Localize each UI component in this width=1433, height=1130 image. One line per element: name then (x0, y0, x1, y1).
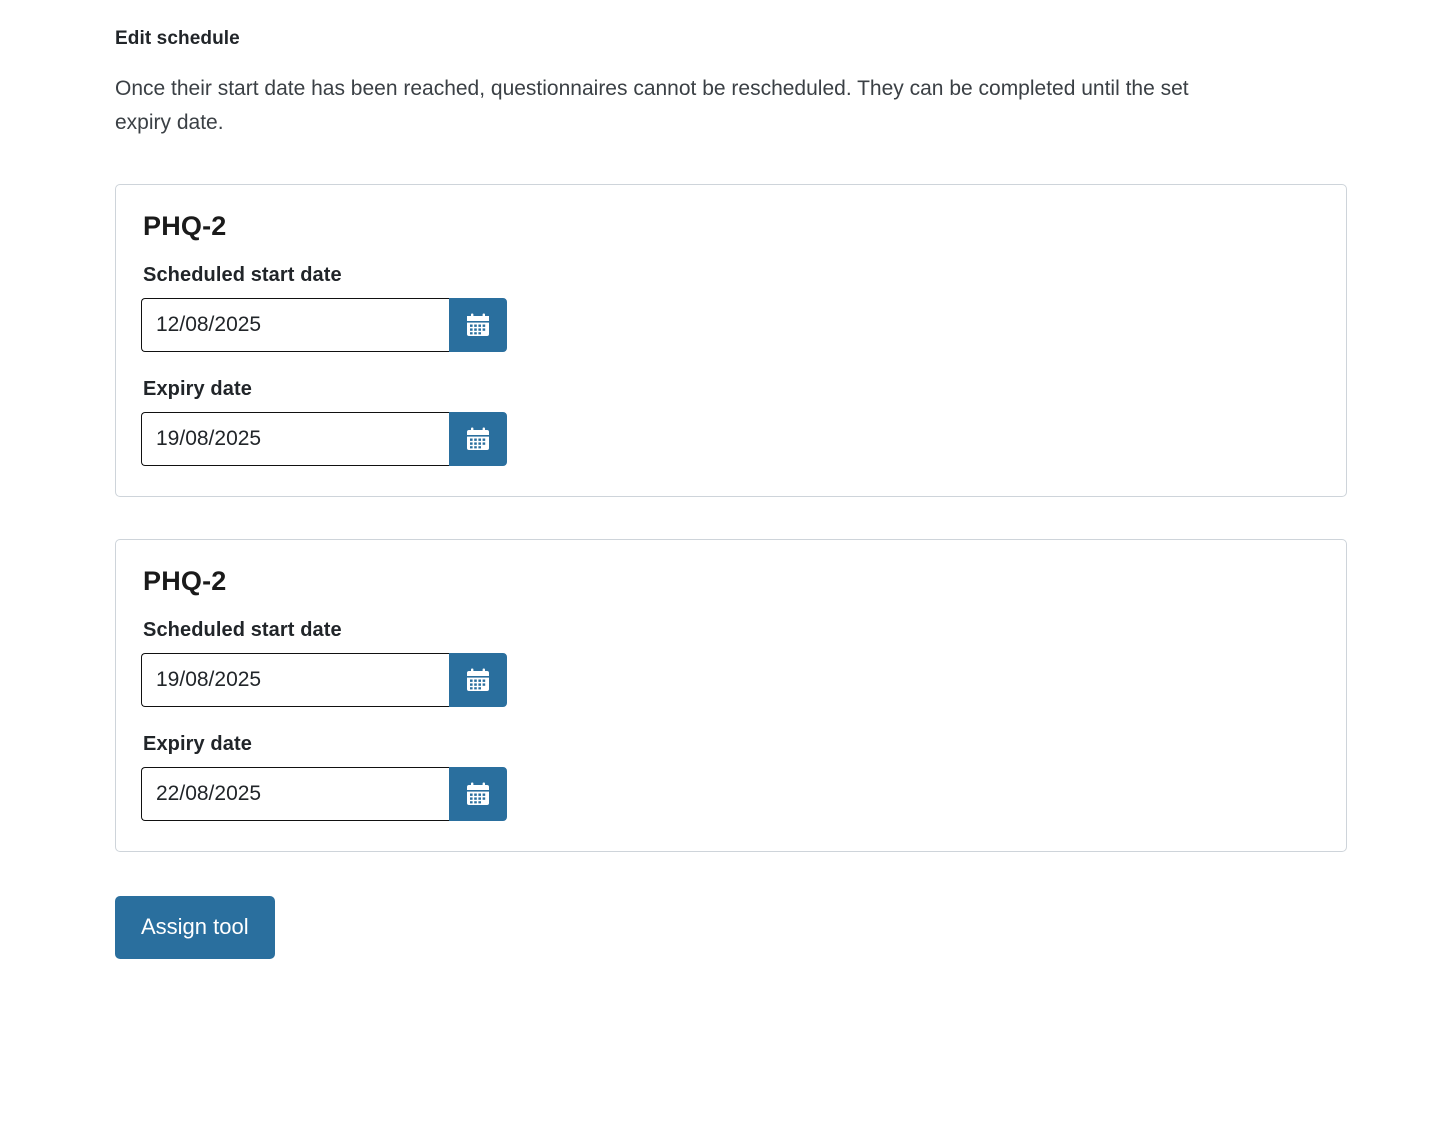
assign-tool-button[interactable]: Assign tool (115, 896, 275, 959)
scheduled-start-date-label: Scheduled start date (143, 264, 342, 287)
scheduled-start-date-group (141, 298, 507, 352)
scheduled-start-date-input[interactable] (141, 653, 449, 707)
content-container (115, 28, 1347, 959)
expiry-date-input[interactable] (141, 412, 449, 466)
calendar-icon-button[interactable] (449, 653, 507, 707)
calendar-icon (465, 667, 491, 693)
expiry-date-group (141, 412, 507, 466)
calendar-icon-button[interactable] (449, 412, 507, 466)
page-description: Once their start date has been reached, questionnaires cannot be rescheduled. They can be completed until the set expiry date. (115, 77, 1189, 135)
questionnaire-card (115, 184, 1347, 497)
expiry-date-label: Expiry date (143, 733, 252, 756)
calendar-icon (465, 426, 491, 452)
questionnaire-title: PHQ-2 (143, 211, 227, 242)
scheduled-start-date-input[interactable] (141, 298, 449, 352)
expiry-date-group (141, 767, 507, 821)
expiry-date-input[interactable] (141, 767, 449, 821)
expiry-date-label: Expiry date (143, 378, 252, 401)
questionnaire-title: PHQ-2 (143, 566, 227, 597)
scheduled-start-date-label: Scheduled start date (143, 619, 342, 642)
questionnaire-card (115, 539, 1347, 852)
calendar-icon (465, 781, 491, 807)
calendar-icon-button[interactable] (449, 767, 507, 821)
calendar-icon-button[interactable] (449, 298, 507, 352)
page-title: Edit schedule (115, 28, 240, 49)
scheduled-start-date-group (141, 653, 507, 707)
calendar-icon (465, 312, 491, 338)
